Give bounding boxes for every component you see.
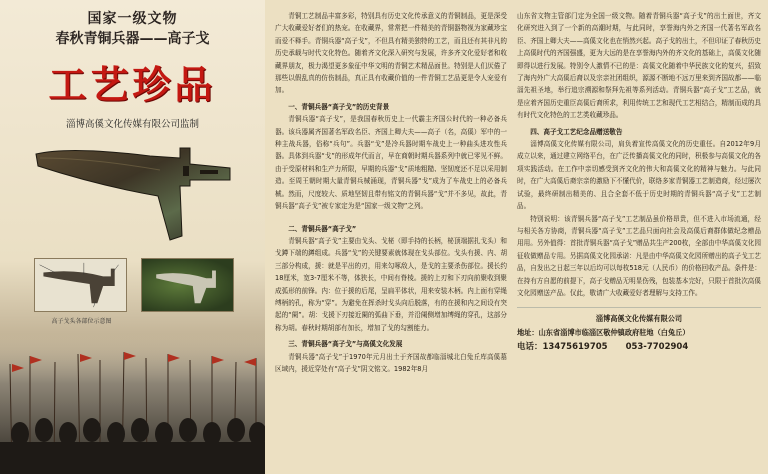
section-heading-2: 二、青铜兵器“高子戈” <box>288 224 357 233</box>
cover-organization: 淄博高傒文化传媒有限公司监制 <box>65 119 199 130</box>
cover-title-line1: 国家一级文物 <box>87 11 178 27</box>
intro-paragraph: 青铜工艺制品丰富多彩，特别具有历史文化传承意义的青铜制品，更是深受广大收藏爱好者们的热宠。在收藏界，常常把一件精美的青铜器物视为家藏珍宝而爱不释手。青铜兵器“高子戈”，不但具有精美独特的工艺，而且还有其非凡的历史承载与时代文化特色。随着齐文化深入研究与发展，许多齐文化爱好者和收藏界朋友，极力渴望更多象征中华文明的青铜艺术精品面世。特别是人们厌倦了那些以假乱真的仿伤制品，真正具有收藏价值的一件青铜工艺品更是令人宠爱有加。 <box>275 12 507 95</box>
notice-paragraph: 特别说明：该青铜兵器“高子戈”工艺制品虽价格昂贵，但不进入市场流通，经与相关各方协商，青铜兵器“高子戈”工艺品只面向社会及高傒后裔群体做纪念赠品用用。另外值得：首批青铜兵器“高子戈”赠品共生产200枚，全部由中华高傒文化园征收做赠品专用。另据高傒文化园承诺：凡是由中华高傒文化园所赠出的高子戈工艺品，自发出之日起三年以后均可以每枚518元（人民币）的价格回收产品。条件是：在持有方自愿的前提下，高子戈赠品无明显伤残，包装基本完好，只限于首批次高傒文化园赠送产品。仅此，敬请广大收藏爱好者理解与支持工作。 <box>517 214 761 297</box>
structure-paragraph: 青铜兵器“高子戈”主要由戈头、戈柲（即手持的长柄，柲顶端据扎戈头）和戈鐏下端的鐏组成。兵器“戈”的关键要素就体现在戈头部位。戈头有援、内、胡三部分构成，援：就是平出的刃，用来勾啄敌人，是戈的主要杀伤部位。援长约18厘米，宽3-7厘米不等，体狭长，中间有脊棱。援的上刃和下刃向前聚收到聚成弧形的前锋。内：位于援的后尾，呈扁平体状，用来安装木柄。内上面有穿绳缚柄的孔，称为“穿”。为避免在挥杀时戈头向后脱落，有的在援和内之间设有突起的“阑”。胡：戈援下刃接近阑的弧曲下垂，并沿阑侧增加缚绳的穿孔，这部分称为胡。春秋时期胡部有加长，增加了戈的勾割能力。 <box>275 236 507 332</box>
contact-company: 淄博高傒文化传媒有限公司 <box>595 314 683 324</box>
article-column-2 <box>517 10 761 470</box>
thumbnail-row <box>34 258 234 312</box>
contact-address: 地址：山东省淄博市临淄区敬仲镇政府驻地（白兔丘） <box>517 328 690 338</box>
ge-excavation-thumbnail <box>141 258 234 312</box>
history-paragraph: 青铜兵器“高子戈”，是我国春秋历史上一代霸主齐国公时代的一种必备兵器。该兵器属齐国著名军政名臣、齐国上卿大夫——高子（名，高傒）军中的一种主战兵器，俗称“兵句”。兵器“戈”是冷兵器时期车战史上一种曲头进攻性兵器。具体到兵器“戈”的形成年代而言，早在商朝时期兵器系列中就已零见不鲜。由于受原材料和生产力所限，早期的兵器“戈”质地粗糙、坚韧度还不足以采用制造。至周王朝时期大量青铜兵械涌现，青铜兵器“戈”成为了车战史上的必备兵械。然而，尺度较大、质地坚韧且带有铭文的青铜兵器“戈”并不多见，故此，青铜兵器“高子戈”被专家定为是“国家一级文物”之列。 <box>275 115 507 211</box>
ancient-army-scene <box>0 334 265 474</box>
section-heading-3: 三、青铜兵器“高子戈”与高傒文化发展 <box>288 340 403 349</box>
culture-paragraph-cont: 山东省文物主管部门定为全国一级文物。随着青铜兵器“高子戈”的出土面世，齐文化研究进入到了一个新的高潮时期，与此同时，享誉海内外之齐国一代著名军政名臣、齐国上卿大夫——高傒文化也在悄然兴起。高子戈的出土，不但印证了春秋历史上高傒时代的齐国强盛，更为大远的是在享誉海内外的齐文化的基础上，高傒文化随即得以进行发展。特别令人激情不已的是：高傒文化随着中华民族文化的复兴，招致了海内外广大高傒后裔以及宗亲社团组织，源源不断地不远万里来到齐国故都——临淄先祖圣地，举行追宗溯源和祭拜先祖等系列活动。青铜兵器“高子戈”工艺品，就是应着齐国历史重臣高傒后裔所求，利用传统工艺和现代工艺相结合，精制而成的具有时代文化特色的工艺类收藏珍品。 <box>517 12 761 120</box>
contact-block <box>517 307 761 354</box>
contact-phone-1: 电话：13475619705 <box>517 342 608 353</box>
section-heading-1: 一、青铜兵器“高子戈”的历史背景 <box>288 102 390 111</box>
contact-phone-2: 053-7702904 <box>625 342 689 353</box>
bronze-ge-image <box>30 136 235 246</box>
cover-title-line2: 春秋青铜兵器——高子戈 <box>55 31 210 47</box>
company-paragraph: 淄博高傒文化传媒有限公司，肩负着宣传高傒文化的历史重任。自2012年9月成立以来，通过建立网络平台，在广泛传播高傒文化的同时，积极参与高傒文化的各项实践活动。在工作中亲切感受到齐文化的伟大和高傒文化的精神与魅力。与此同时，在广大高傒后裔宗亲的激励下不懂代价，联络多家青铜器工艺制造商，经过屡次试验，最终研制出精美的、且合全套不低于历史时期的青铜兵器“高子戈”工艺制品。 <box>517 140 761 211</box>
culture-paragraph-start: 青铜兵器“高子戈”于1970年元月出土于齐国故都临淄城北白兔丘库高傒墓区域内，援近穿处有“高子戈”阴文铭文。1982年8月 <box>275 352 507 373</box>
section-heading-4: 四、高子戈工艺纪念品赠送敬告 <box>530 127 623 136</box>
cover-panel <box>0 0 265 474</box>
contact-phone <box>517 340 761 354</box>
cover-big-title: 工艺珍品 <box>48 62 217 107</box>
thumbnail-caption: 高子戈头各部位示意图 <box>51 318 112 325</box>
ge-diagram-thumbnail <box>34 258 127 312</box>
spacer <box>275 213 507 219</box>
article-column-1 <box>275 10 507 470</box>
